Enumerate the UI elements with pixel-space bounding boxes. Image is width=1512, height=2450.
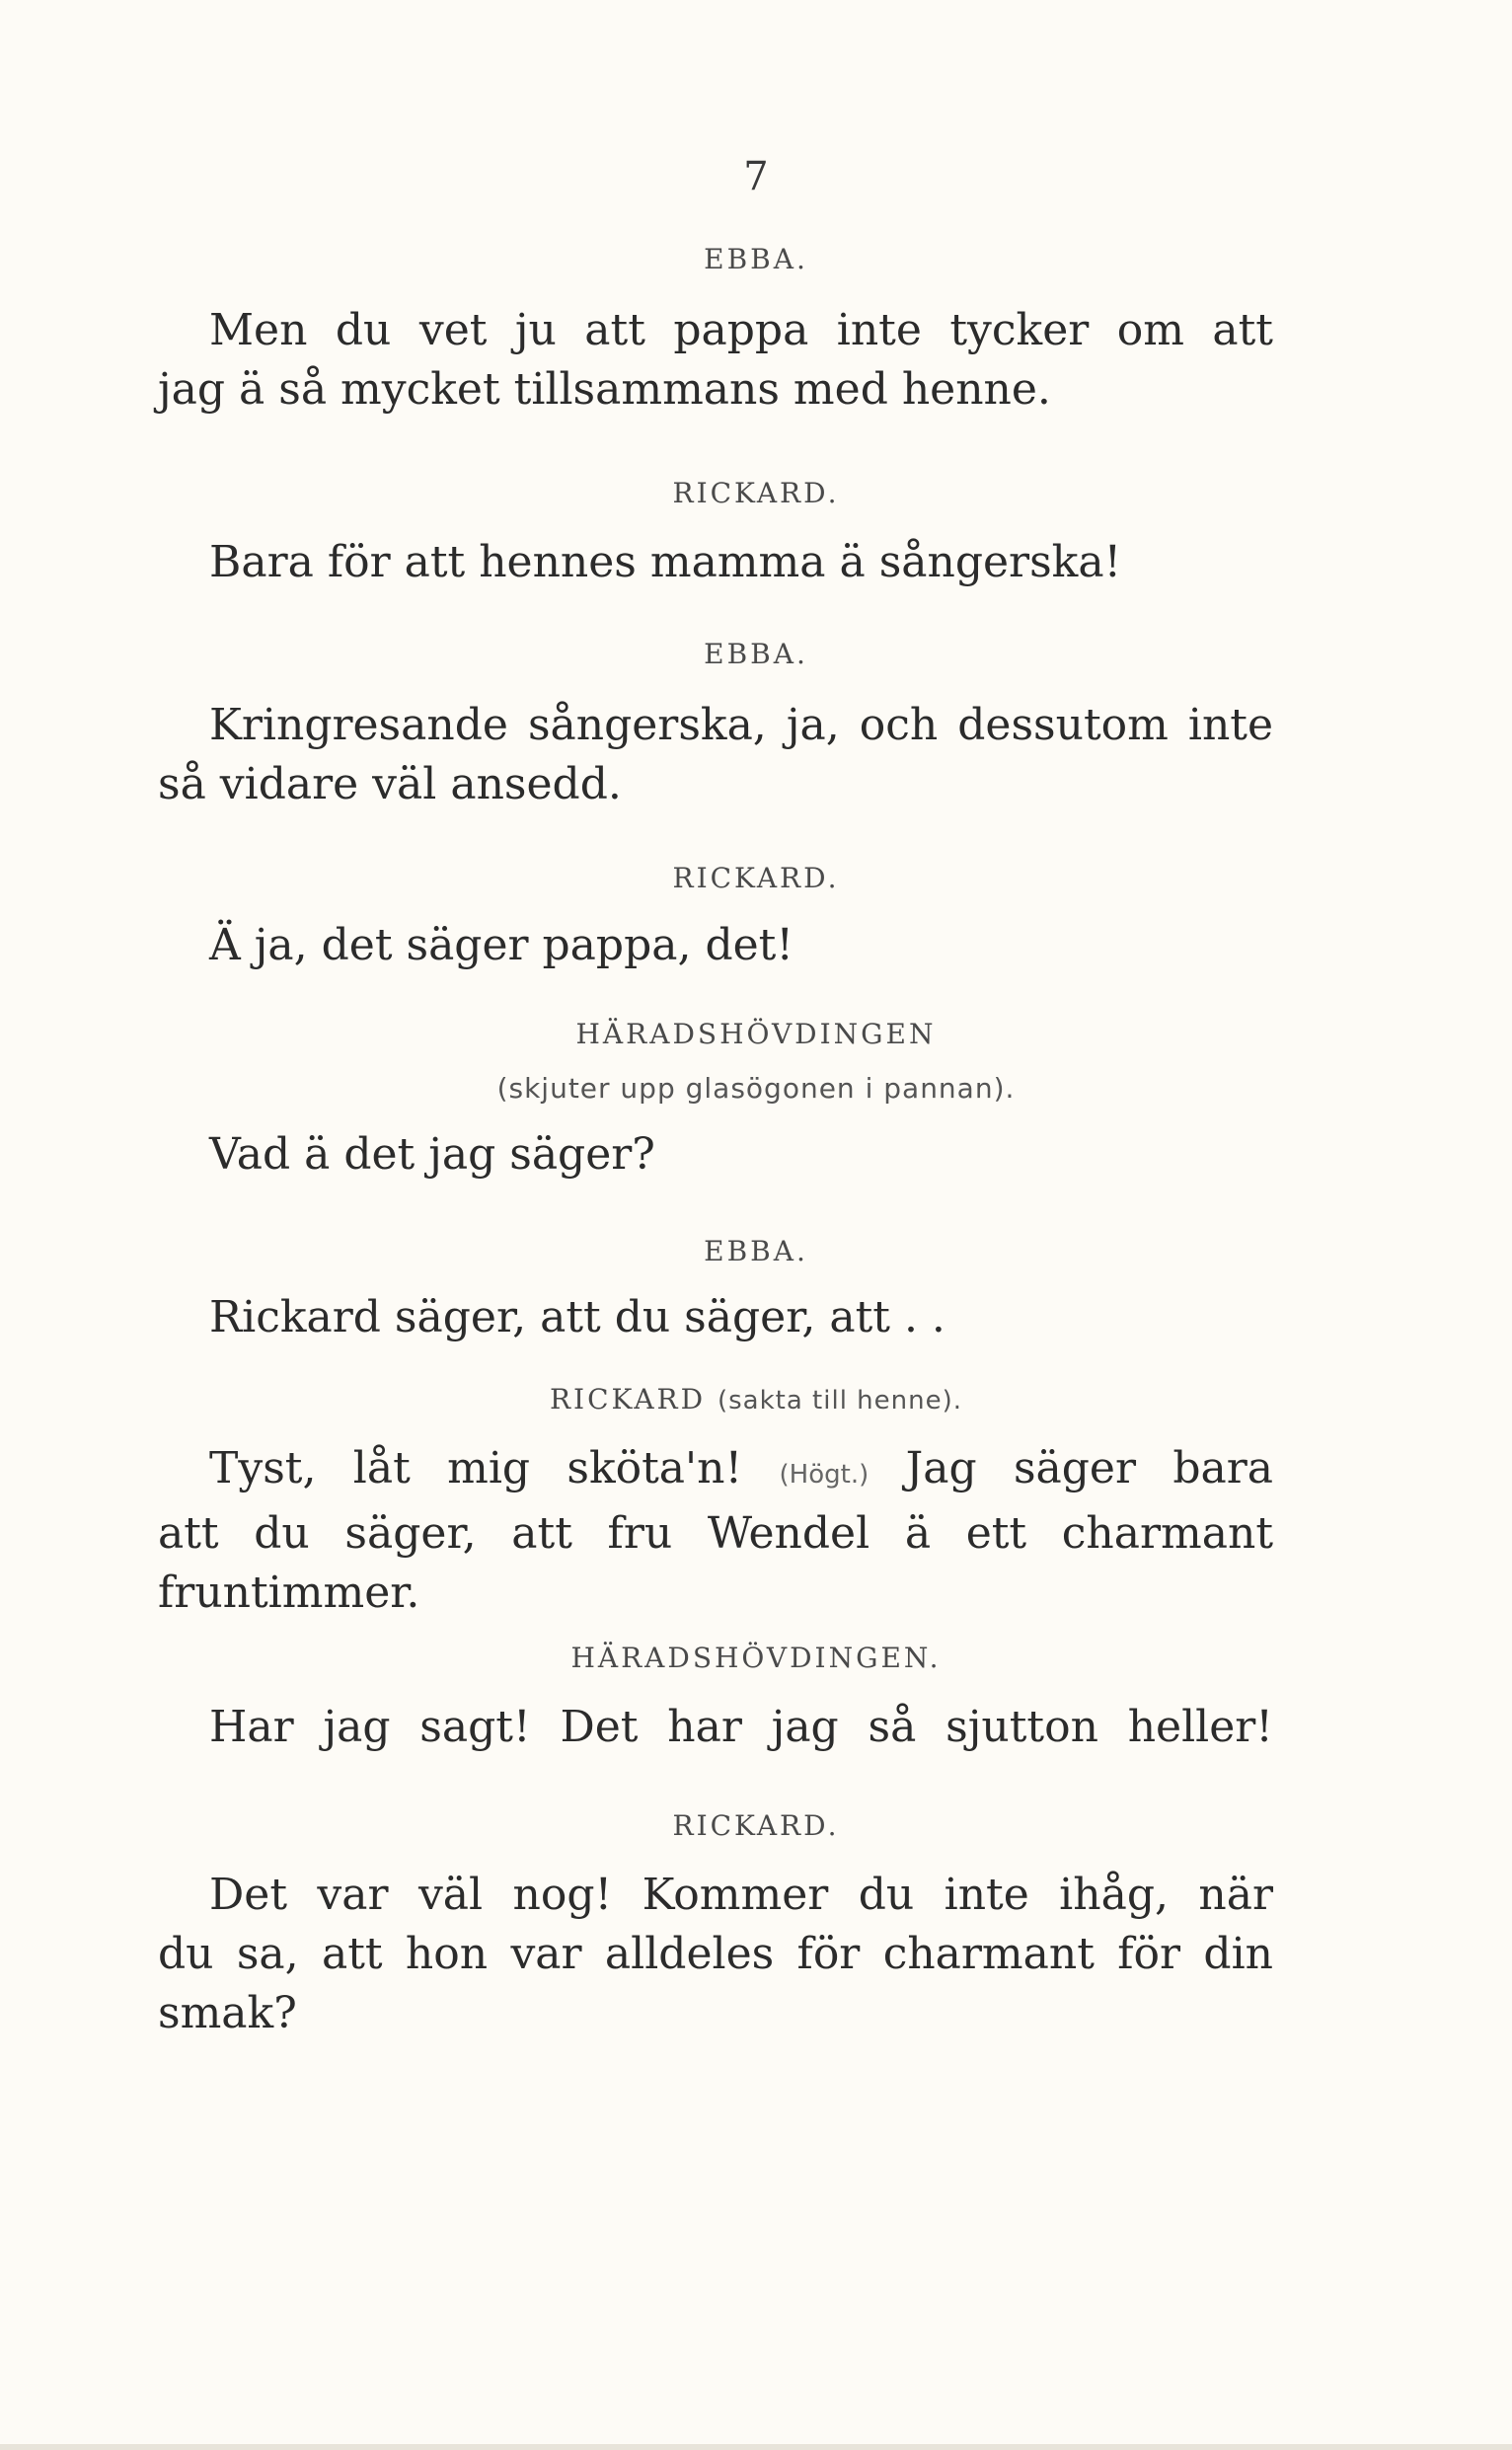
dialogue-line: Kringresande sångerska, ja, och dessutom inte xyxy=(209,700,1273,750)
dialogue-text xyxy=(158,1439,1273,1623)
page-bottom-edge xyxy=(0,2444,1512,2450)
dialogue-line: jag ä så mycket tillsammans med henne. xyxy=(158,364,1051,415)
dialogue-line: Rickard säger, att du säger, att . . xyxy=(209,1292,945,1342)
dialogue-line: Bara för att hennes mamma ä sångerska! xyxy=(209,537,1122,587)
dialogue-text xyxy=(158,1288,1273,1347)
dialogue-line: fruntimmer. xyxy=(158,1568,420,1618)
dialogue-text xyxy=(158,916,1273,975)
dialogue-phrase: Jag säger bara xyxy=(905,1443,1273,1493)
page-number: 7 xyxy=(743,154,769,199)
dialogue-line: smak? xyxy=(158,1988,297,2038)
dialogue-text xyxy=(158,696,1273,814)
aside-direction: (Högt.) xyxy=(779,1460,869,1490)
dialogue-text xyxy=(158,301,1273,420)
speaker-name: EBBA. xyxy=(704,243,808,275)
dialogue-line: Har jag sagt! Det har jag så sjutton heller! xyxy=(209,1702,1273,1752)
speaker-name: HÄRADSHÖVDINGEN xyxy=(575,1018,937,1050)
dialogue-phrase: Tyst, låt mig sköta'n! xyxy=(209,1443,743,1493)
dialogue-line: att du säger, att fru Wendel ä ett charmant xyxy=(158,1508,1273,1559)
dialogue-line: Ä ja, det säger pappa, det! xyxy=(209,920,794,970)
dialogue-text xyxy=(158,533,1273,592)
speaker-name: EBBA. xyxy=(704,638,808,670)
speaker-name: RICKARD xyxy=(549,1383,707,1416)
dialogue-text xyxy=(158,1698,1273,1757)
speaker-name: RICKARD. xyxy=(672,1809,840,1842)
speaker-name: RICKARD. xyxy=(672,477,840,509)
speaker-name: RICKARD. xyxy=(672,862,840,894)
speaker-name: HÄRADSHÖVDINGEN. xyxy=(570,1642,942,1674)
dialogue-line: Det var väl nog! Kommer du inte ihåg, när xyxy=(209,1870,1273,1920)
dialogue-line: Men du vet ju att pappa inte tycker om att xyxy=(209,305,1273,355)
speaker-name: EBBA. xyxy=(704,1235,808,1267)
dialogue-line: så vidare väl ansedd. xyxy=(158,759,622,809)
speaker-with-direction xyxy=(0,1382,1512,1418)
stage-direction: (sakta till henne). xyxy=(717,1386,963,1416)
dialogue-text xyxy=(158,1866,1273,2043)
dialogue-text xyxy=(158,1125,1273,1185)
dialogue-line: Vad ä det jag säger? xyxy=(209,1129,655,1180)
dialogue-line xyxy=(158,1439,1273,1504)
stage-direction: (skjuter upp glasögonen i pannan). xyxy=(496,1072,1016,1105)
dialogue-line: du sa, att hon var alldeles för charmant för din xyxy=(158,1929,1273,1979)
